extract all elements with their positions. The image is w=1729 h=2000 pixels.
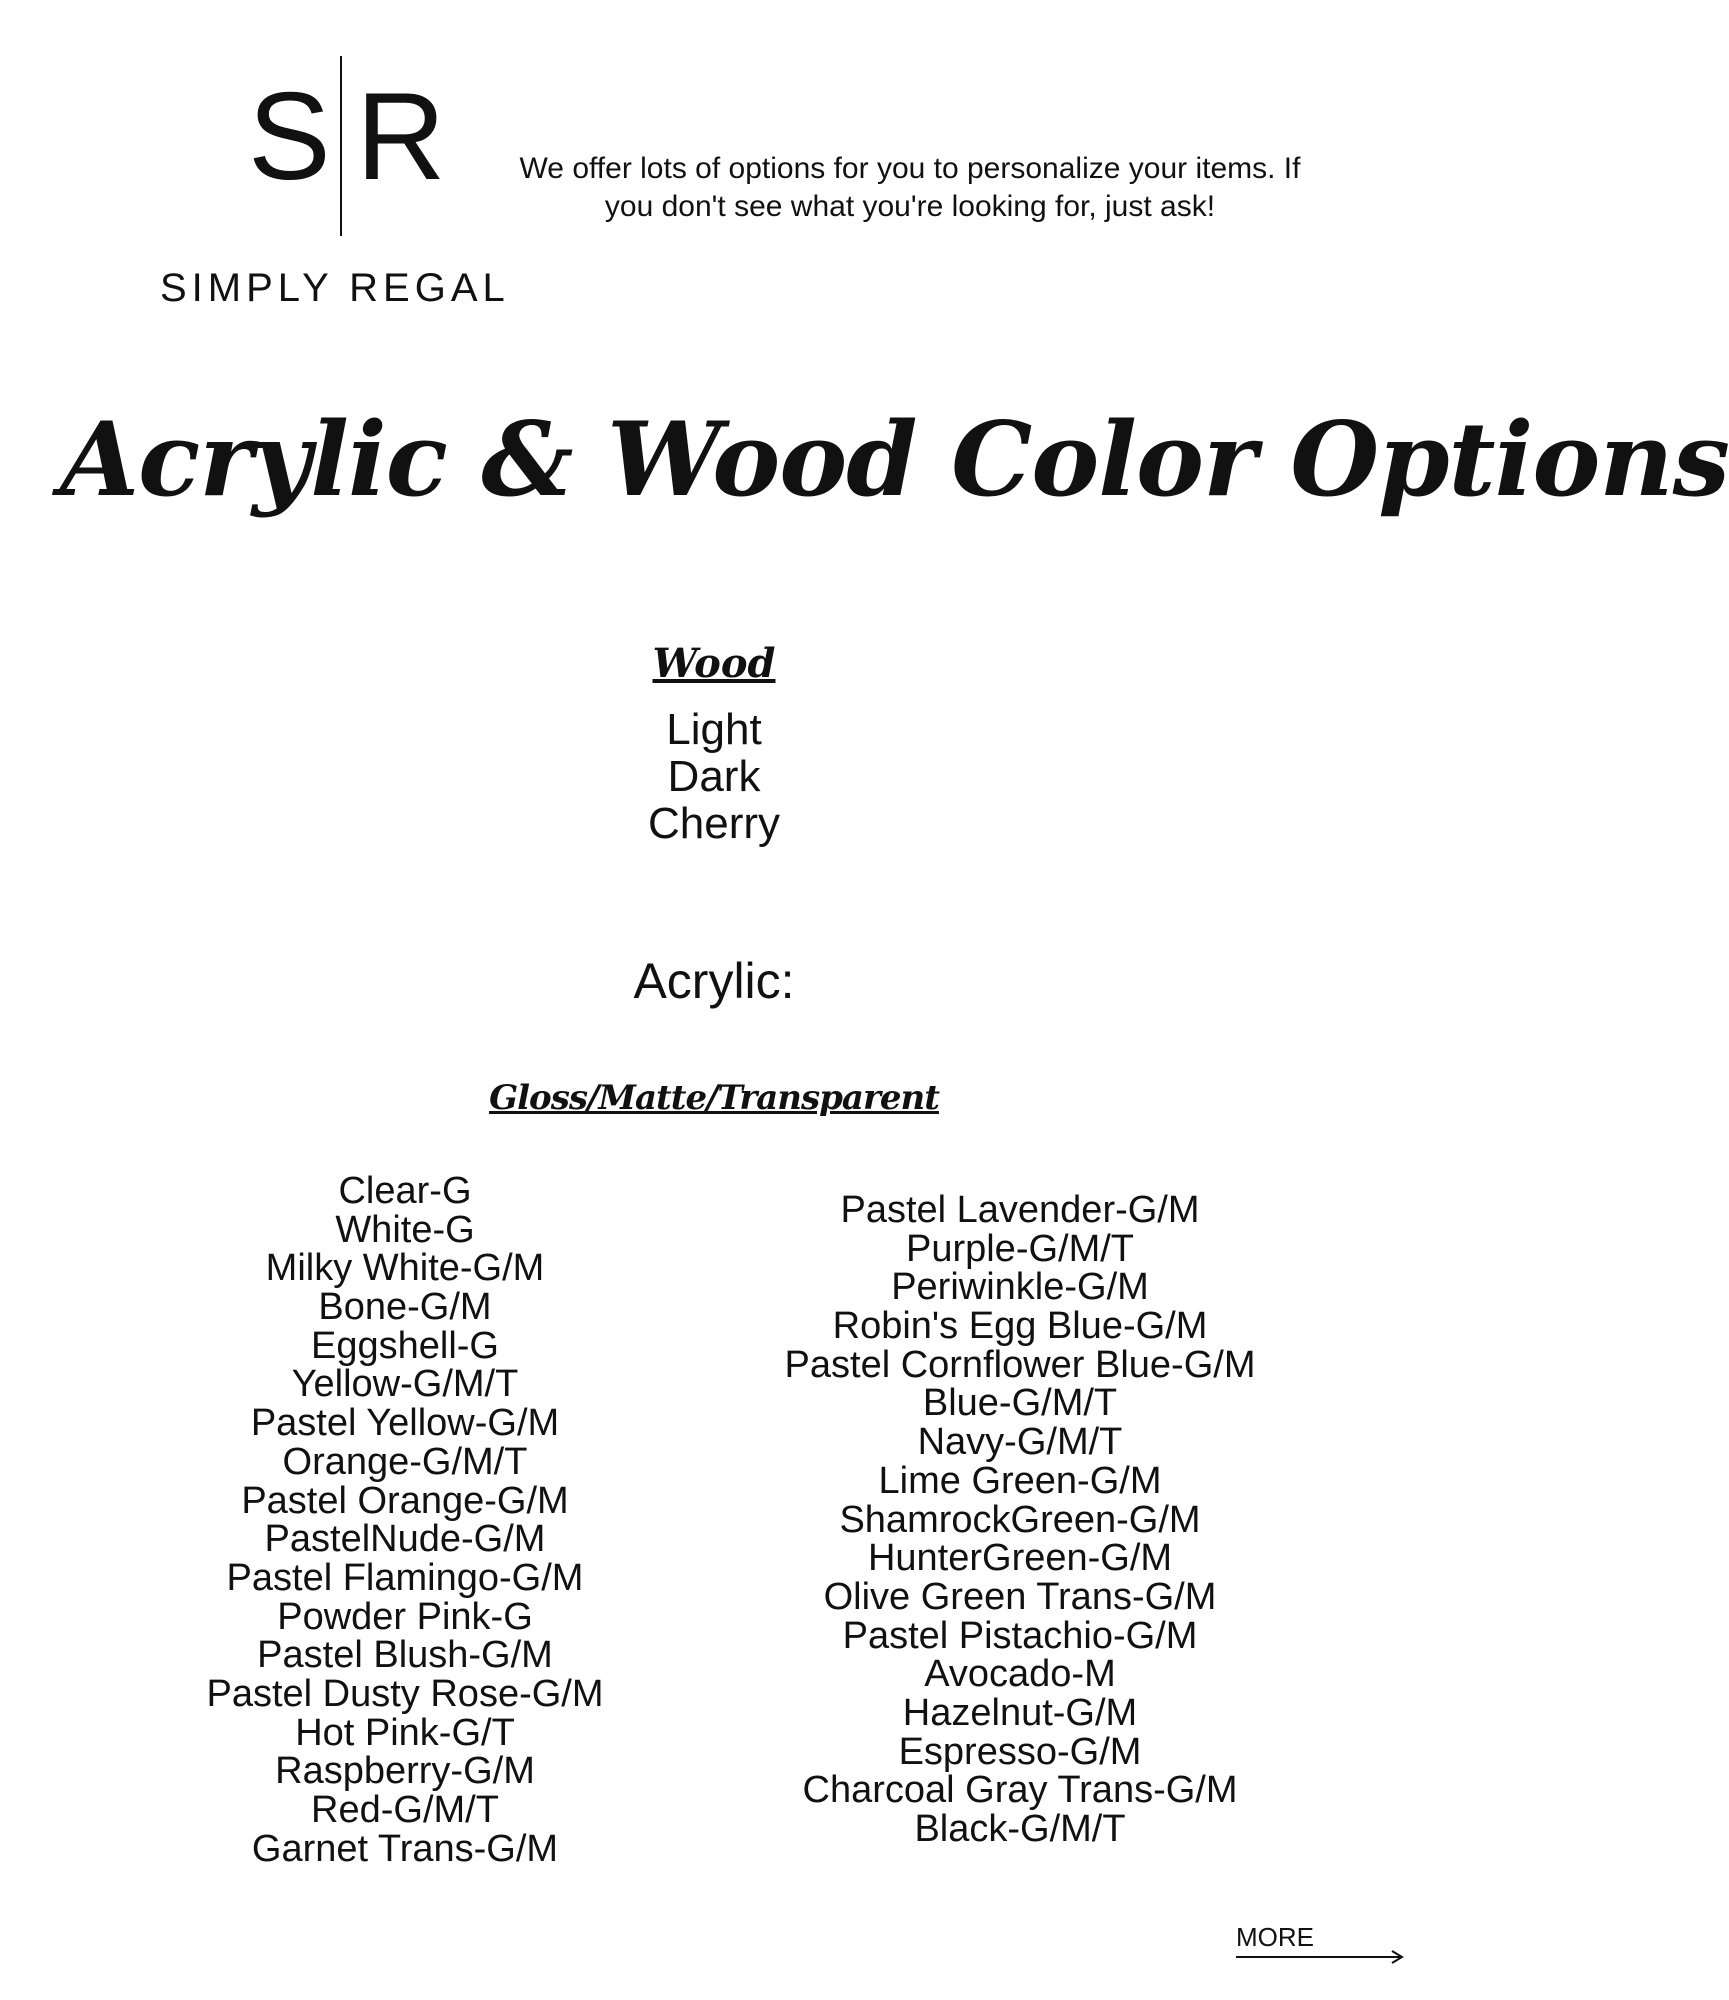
arrow-right-icon — [1236, 1950, 1406, 1964]
wood-item: Light — [666, 705, 762, 754]
list-item: Pastel Pistachio-G/M — [842, 1614, 1198, 1657]
list-item: Lime Green-G/M — [878, 1459, 1162, 1502]
wood-item: Cherry — [647, 799, 781, 848]
list-item: Pastel Lavender-G/M — [840, 1189, 1200, 1231]
list-item: Pastel Flamingo-G/M — [226, 1556, 584, 1599]
list-item: Powder Pink-G — [277, 1595, 533, 1638]
list-item: Avocado-M — [924, 1653, 1116, 1696]
brand-wordmark: SIMPLY REGAL — [160, 266, 510, 310]
list-item: Raspberry-G/M — [275, 1750, 535, 1793]
list-item: Charcoal Gray Trans-G/M — [802, 1769, 1238, 1812]
list-item: HunterGreen-G/M — [867, 1537, 1173, 1580]
list-item: Garnet Trans-G/M — [251, 1827, 559, 1870]
more-label: MORE — [1236, 1922, 1314, 1952]
list-item: Robin's Egg Blue-G/M — [832, 1305, 1208, 1348]
list-item: Hazelnut-G/M — [902, 1691, 1138, 1734]
wood-color-list — [0, 706, 1428, 847]
monogram-letter-s: S — [248, 68, 331, 206]
list-item: Yellow-G/M/T — [291, 1363, 519, 1406]
list-item: Pastel Orange-G/M — [241, 1479, 569, 1522]
acrylic-right-column — [740, 1191, 1300, 1849]
list-item: Hot Pink-G/T — [295, 1711, 515, 1754]
list-item: PastelNude-G/M — [264, 1518, 546, 1561]
list-item: Olive Green Trans-G/M — [823, 1575, 1217, 1618]
acrylic-heading: Acrylic: — [633, 953, 795, 1009]
list-item: Black-G/M/T — [914, 1808, 1126, 1850]
intro-text — [470, 150, 1350, 226]
list-item: Espresso-G/M — [898, 1730, 1142, 1773]
list-item: Milky White-G/M — [265, 1247, 545, 1290]
list-item: Clear-G — [338, 1170, 472, 1212]
monogram-letter-r: R — [356, 68, 446, 206]
intro-line-2: you don't see what you're looking for, just ask! — [604, 190, 1216, 223]
intro-line-1: We offer lots of options for you to personalize your items. If — [519, 152, 1301, 185]
list-item: Orange-G/M/T — [282, 1440, 528, 1483]
monogram — [248, 50, 446, 240]
list-item: White-G — [335, 1208, 475, 1251]
wood-item: Dark — [667, 752, 761, 801]
list-item: Red-G/M/T — [311, 1789, 499, 1831]
list-item: Purple-G/M/T — [905, 1227, 1135, 1270]
list-item: Blue-G/M/T — [922, 1382, 1118, 1425]
list-item: Bone-G/M — [318, 1286, 492, 1329]
monogram-divider — [340, 56, 342, 236]
list-item: Navy-G/M/T — [917, 1421, 1123, 1464]
list-item: ShamrockGreen-G/M — [839, 1498, 1201, 1541]
list-item: Eggshell-G — [311, 1324, 499, 1367]
page-title: Acrylic & Wood Color Options — [60, 400, 1729, 520]
more-link[interactable] — [1236, 1920, 1406, 1966]
list-item: Pastel Yellow-G/M — [250, 1402, 560, 1445]
list-item: Pastel Blush-G/M — [257, 1634, 553, 1677]
finish-heading: Gloss/Matte/Transparent — [489, 1078, 939, 1118]
acrylic-left-column — [170, 1172, 640, 1868]
list-item: Pastel Cornflower Blue-G/M — [784, 1343, 1256, 1386]
wood-heading: Wood — [652, 640, 776, 687]
list-item: Pastel Dusty Rose-G/M — [206, 1672, 604, 1715]
list-item: Periwinkle-G/M — [891, 1266, 1149, 1309]
